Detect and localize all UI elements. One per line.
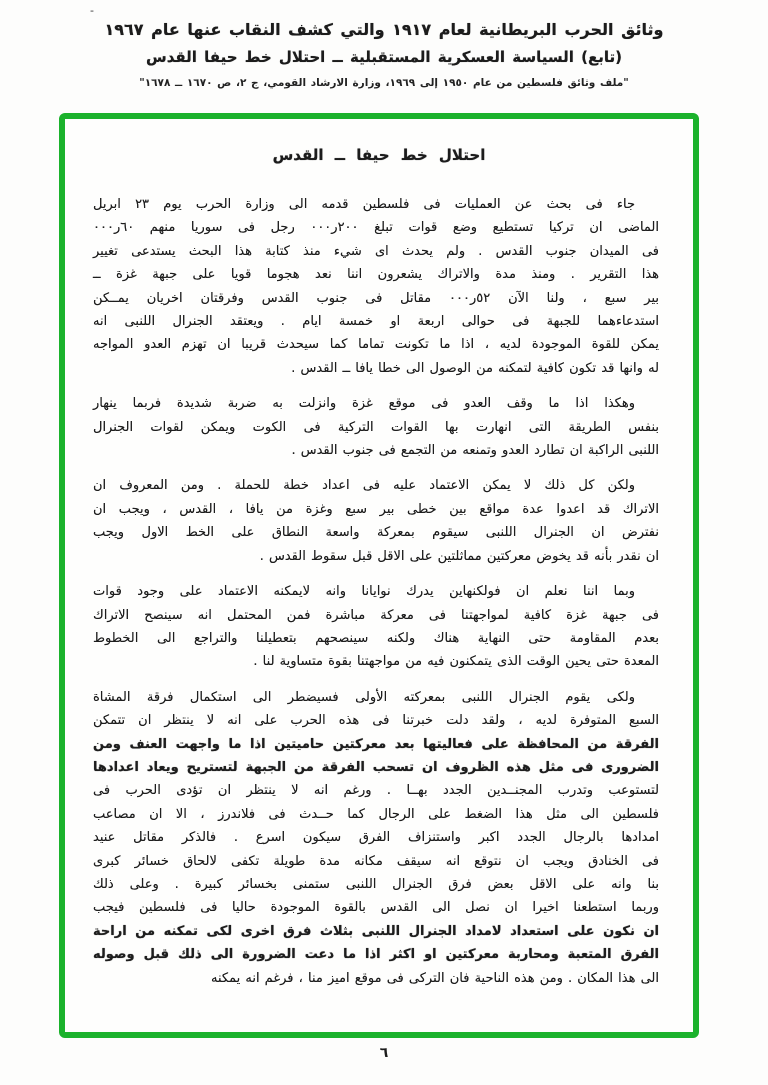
text-line: الفرقة من المحافظة على فعاليتها بعد معركتين حاميتين اذا ما واجهت العنف ومن bbox=[93, 736, 659, 752]
text-line: فلسطين الى مثل هذا الضغط على الرجال كما حــدث فى فلاندرز ، الا ان مصاعب bbox=[93, 806, 659, 822]
text-line: فى الخنادق ويجب ان نتوقع انه سيقف مكانه مدة طويلة تكفى لالحاق خسائر كبرى bbox=[93, 853, 659, 869]
text-line: الفرق المتعبة ومحاربة معركتين او اكثر اذا ما دعت الضرورة الى ذلك قبل وصوله bbox=[93, 947, 659, 963]
text-line: هذا التقرير . ومنذ مدة والاتراك يشعرون اننا نعد هجوما قويا على جبهة غزة ــ bbox=[93, 267, 659, 283]
paragraph bbox=[93, 580, 659, 674]
text-line: ولكى يقوم الجنرال اللنبى بمعركته الأولى فسيضطر الى استكمال فرقة المشاة bbox=[93, 689, 635, 705]
text-line: يمكن للقوة الموجودة لديه ، اذا ما تكونت تماما كما سيحدث قريبا ان تهزم العدو المواجه bbox=[93, 337, 659, 353]
text-line: فى الميدان جنوب القدس . ولم يحدث اى شيء منذ كتابة هذا البحث يستدعى تغيير bbox=[93, 243, 659, 259]
text-line: فى جبهة غزة كافية لمواجهتنا فى معركة مباشرة فمن المحتمل انه سينصح الاتراك bbox=[93, 607, 659, 623]
text-line: الماضى ان تركيا تستطيع وضع قوات تبلغ ٢٠٠ر٠٠٠ رجل فى سوريا منهم ٦٠ر٠٠٠ bbox=[93, 220, 659, 236]
text-line: ان نقدر بأنه قد يخوض معركتين مماثلتين على الاقل قبل سقوط القدس . bbox=[259, 548, 659, 564]
text-line: الاتراك قد اعدوا عدة مواقع بين خطى بير سبع وغزة من يافا ، القدس ، ويجب ان bbox=[93, 501, 659, 517]
green-border-frame bbox=[59, 113, 699, 1038]
header-line-2: (تابع) السياسة العسكرية المستقبلية ــ احتلال خط حيفا القدس bbox=[146, 48, 622, 66]
text-line: وبما اننا نعلم ان فولكنهاين يدرك نوايانا وانه لايمكنه الاعتماد على وجود قوات bbox=[93, 584, 635, 600]
text-line: له وانها قد تكون كافية لتمكنه من الوصول الى خطا يافا ــ القدس . bbox=[291, 360, 659, 376]
document-body bbox=[65, 164, 693, 990]
paragraph bbox=[93, 392, 659, 462]
paragraph bbox=[93, 474, 659, 568]
text-line: ان نكون على استعداد لامداد الجنرال اللنبى بثلاث فرق اخرى لكى تمكنه من اراحة bbox=[93, 923, 659, 939]
page-number: ٦ bbox=[379, 1045, 389, 1061]
text-line: الضرورى فى مثل هذه الظروف ان تسحب الفرقة من الجبهة لتستريح ويعاد اعدادها bbox=[93, 759, 659, 775]
text-line: جاء فى بحث عن العمليات فى فلسطين قدمه الى وزارة الحرب يوم ٢٣ ابريل bbox=[93, 197, 635, 212]
text-line: بنفس الطريقة التى انهارت بها القوات التركية فى الكوت ويمكن لقوات الجنرال bbox=[93, 419, 659, 435]
text-line: وربما استطعنا اخيرا ان نصل الى القدس بالقوة الموجودة حاليا فى فلسطين فيجب bbox=[93, 900, 659, 916]
text-line: بنا وانه على الاقل بعض فرق الجنرال اللنبى ستمنى بخسائر كبيرة . وعلى ذلك bbox=[93, 876, 659, 892]
text-line: وهكذا اذا ما وقف العدو فى موقع غزة وانزلت به ضربة شديدة فربما ينهار bbox=[93, 396, 635, 412]
document-title: احتلال خط حيفا ــ القدس bbox=[272, 146, 486, 164]
text-line: السبع المتوفرة لديه ، ولقد دلت خبرتنا فى هذه الحرب على انه لا ينتظر ان تتمكن bbox=[93, 713, 659, 729]
header-line-1: وثائق الحرب البريطانية لعام ١٩١٧ والتي كشف النقاب عنها عام ١٩٦٧ bbox=[104, 20, 664, 39]
text-line: نفترض ان الجنرال اللنبى سيقوم بمعركة واسعة النطاق على الخط الاول ويجب bbox=[93, 525, 659, 541]
header-line-3-source-citation: "ملف وثائق فلسطين من عام ١٩٥٠ إلى ١٩٦٩، وزارة الارشاد القومي، ج ٢، ص ١٦٧٠ ــ ١٦٧٨" bbox=[139, 77, 629, 89]
paragraph bbox=[93, 193, 659, 380]
text-line: استدعاءهما للجبهة فى حوالى اربعة او خمسة ايام . ويعتقد الجنرال اللنبى انه bbox=[93, 314, 659, 330]
text-line: المعدة حتى يحين الوقت الذى يتمكنون فيه من مواجهتنا بقوة متساوية لنا . bbox=[253, 654, 659, 670]
text-line: بعدم المقاومة حتى النهاية هناك ولكنه سينصحهم بتعطيلنا والتراجع الى الخطوط bbox=[93, 630, 659, 646]
paragraph bbox=[93, 686, 659, 990]
text-line: امدادها بالرجال الجدد اكبر واستنزاف الفرق سيكون اسرع . فالذكر مقاتل عنيد bbox=[93, 830, 659, 846]
document-header bbox=[0, 20, 768, 89]
text-line: لتستوعب وتدرب المجنــدين الجدد بهــا . ورغم انه لا ينتظر ان تؤدى الحرب فى bbox=[93, 783, 659, 799]
text-line: الى هذا المكان . ومن هذه الناحية فان التركى فى موقع اميز منا ، فرغم انه يمكنه bbox=[211, 970, 659, 986]
stray-dash-mark: - bbox=[90, 4, 94, 17]
text-line: اللنبى الراكبة ان تطارد العدو وتمنعه من التجمع فى جنوب القدس . bbox=[291, 443, 659, 459]
text-line: بير سبع ، ولنا الآن ٥٢ر٠٠٠ مقاتل فى جنوب القدس وفرقتان اخريان يمــكن bbox=[93, 290, 659, 306]
text-line: ولكن كل ذلك لا يمكن الاعتماد عليه فى اعداد خطة للحملة . ومن المعروف ان bbox=[93, 478, 635, 494]
